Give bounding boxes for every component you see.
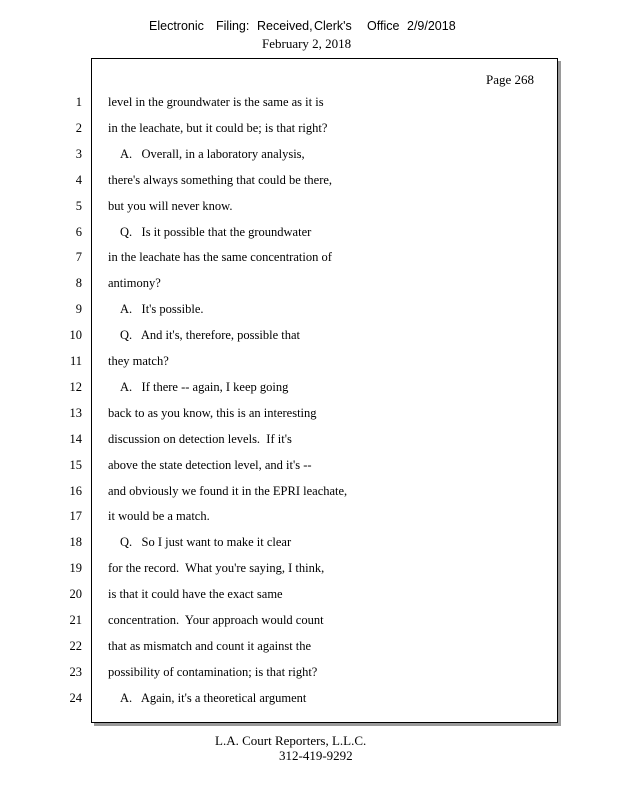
line-number: 4 <box>75 172 82 187</box>
line-text: but you will never know. <box>108 198 233 213</box>
line-text: A. If there -- again, I keep going <box>120 379 289 394</box>
line-text: concentration. Your approach would count <box>108 613 324 627</box>
line-number: 6 <box>75 224 82 239</box>
transcript-line <box>0 119 618 137</box>
transcript-line <box>0 559 618 577</box>
transcript-line <box>0 274 618 292</box>
line-text: for the record. What you're saying, I think, <box>108 561 325 576</box>
line-number: 20 <box>69 587 82 602</box>
line-text: Q. And it's, therefore, possible that <box>120 328 300 343</box>
transcript-line <box>0 507 618 525</box>
transcript-line <box>0 352 618 370</box>
line-text: A. Overall, in a laboratory analysis, <box>120 146 305 161</box>
line-number: 15 <box>69 457 82 472</box>
line-number: 1 <box>75 95 82 109</box>
filing-word-electronic: Electronic <box>149 19 204 33</box>
line-text: there's always something that could be there, <box>108 172 333 187</box>
transcript-line <box>0 171 618 189</box>
transcript-line <box>0 145 618 163</box>
filing-word-office: Office <box>367 19 400 33</box>
line-number: 7 <box>75 250 82 265</box>
line-text: possibility of contamination; is that right? <box>108 664 318 679</box>
filing-date: 2/9/2018 <box>407 19 456 33</box>
line-text: it would be a match. <box>108 509 210 524</box>
line-number: 8 <box>75 276 82 291</box>
line-number: 19 <box>69 561 82 576</box>
line-number: 18 <box>69 535 82 550</box>
line-number: 3 <box>75 146 82 161</box>
filing-word-filing: Filing: <box>216 19 250 33</box>
transcript-line <box>0 404 618 422</box>
line-text: that as mismatch and count it against the <box>108 638 312 653</box>
line-number: 5 <box>75 198 82 213</box>
line-number: 23 <box>69 664 82 679</box>
line-text: A. It's possible. <box>120 302 204 317</box>
line-number: 12 <box>69 379 82 394</box>
line-text: Q. So I just want to make it clear <box>120 535 292 550</box>
line-number: 24 <box>69 690 82 705</box>
page-number: Page 268 <box>485 72 534 87</box>
line-text: they match? <box>108 354 169 368</box>
transcript-line <box>0 533 618 551</box>
line-text: discussion on detection levels. If it's <box>108 431 292 446</box>
line-text: is that it could have the exact same <box>108 587 283 602</box>
transcript-line <box>0 378 618 396</box>
transcript-line <box>0 223 618 241</box>
transcript-line <box>0 585 618 603</box>
line-number: 11 <box>69 354 82 368</box>
transcript-line <box>0 197 618 215</box>
line-text: and obviously we found it in the EPRI leachate, <box>108 483 348 498</box>
transcript-date: February 2, 2018 <box>262 36 352 51</box>
line-number: 10 <box>69 328 82 343</box>
transcript-line <box>0 482 618 500</box>
line-number: 13 <box>69 405 82 420</box>
transcript-line <box>0 689 618 707</box>
court-reporter-phone: 312-419-9292 <box>279 748 353 763</box>
line-number: 2 <box>75 120 82 135</box>
transcript-line <box>0 93 618 111</box>
line-text: in the leachate has the same concentration of <box>108 250 332 265</box>
transcript-line <box>0 663 618 681</box>
filing-word-clerks: Clerk's <box>314 19 352 33</box>
transcript-line <box>0 430 618 448</box>
line-number: 17 <box>69 509 82 524</box>
line-text: antimony? <box>108 276 161 291</box>
transcript-line <box>0 248 618 266</box>
line-text: above the state detection level, and it's -- <box>108 457 312 472</box>
line-text: level in the groundwater is the same as it is <box>108 95 324 109</box>
transcript-line <box>0 456 618 474</box>
line-text: A. Again, it's a theoretical argument <box>120 690 307 705</box>
line-number: 21 <box>69 613 82 627</box>
line-number: 14 <box>69 431 82 446</box>
line-text: back to as you know, this is an interesting <box>108 405 317 420</box>
line-number: 16 <box>69 483 82 498</box>
line-number: 22 <box>69 638 82 653</box>
transcript-line <box>0 300 618 318</box>
line-text: Q. Is it possible that the groundwater <box>120 224 312 239</box>
line-text: in the leachate, but it could be; is that right? <box>108 120 328 135</box>
court-reporter-name: L.A. Court Reporters, L.L.C. <box>215 733 367 748</box>
line-number: 9 <box>75 302 82 317</box>
transcript-line <box>0 611 618 629</box>
transcript-line <box>0 637 618 655</box>
transcript-line <box>0 326 618 344</box>
filing-word-received: Received, <box>257 19 313 33</box>
